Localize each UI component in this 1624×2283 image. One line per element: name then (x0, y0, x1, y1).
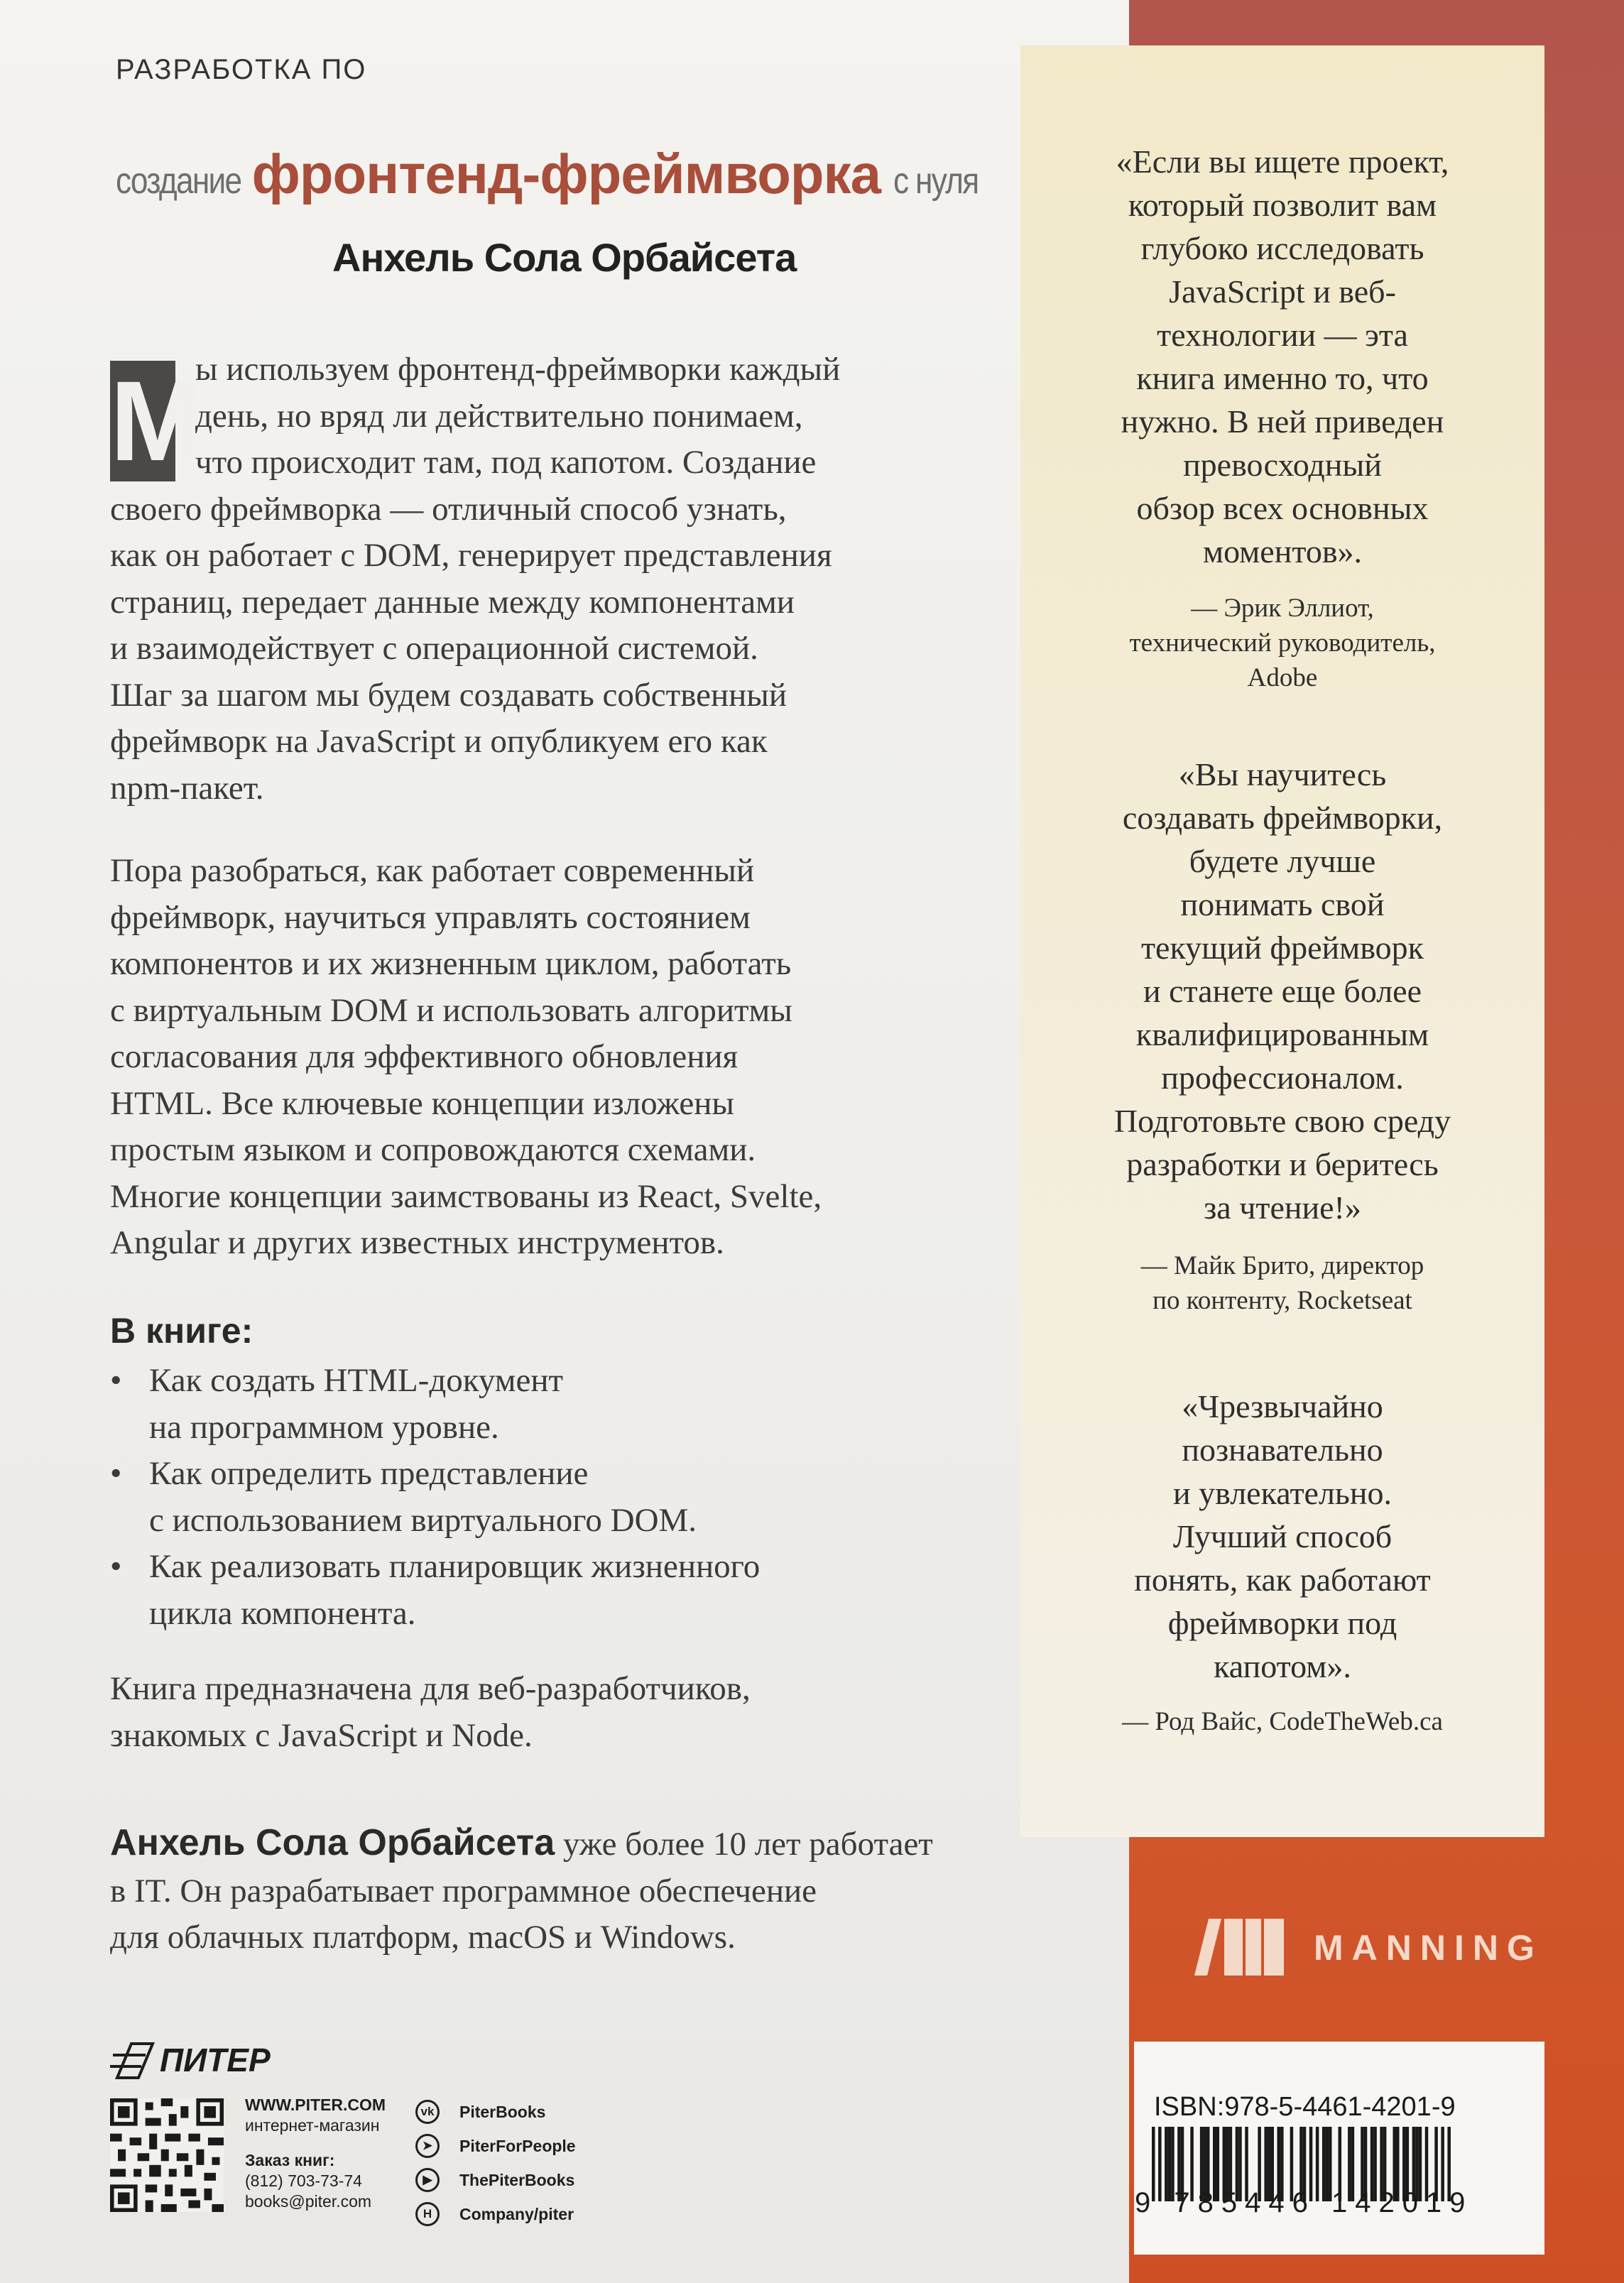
manning-mark-icon (1193, 1919, 1285, 1976)
text-line: для облачных платформ, macOS и Windows. (110, 1919, 736, 1956)
quote-line: квалифицированным (1135, 1016, 1429, 1052)
text-line: HTML. Все ключевые концепции изложены (110, 1084, 734, 1122)
text-line: Многие концепции заимствованы из React, Svelte, (110, 1177, 822, 1215)
piter-socials (415, 2095, 576, 2231)
quote-line: за чтение!» (1204, 1189, 1361, 1226)
quote-2-author (1044, 1248, 1521, 1318)
text-line: простым языком и сопровождаются схемами. (110, 1131, 756, 1168)
quote-line: JavaScript и веб- (1169, 273, 1396, 310)
text-line: день, но вряд ли действительно понимаем, (195, 397, 803, 435)
text-line: как он работает с DOM, генерирует представления (110, 537, 832, 574)
quote-line: моментов». (1202, 533, 1363, 570)
social-label: PiterForPeople (459, 2137, 576, 2155)
title-post: с нуля (893, 160, 979, 202)
text-line: и взаимодействует с операционной системой. (110, 630, 758, 667)
quote-line: Лучший способ (1172, 1518, 1393, 1554)
manning-wordmark: MANNING (1314, 1928, 1543, 1968)
drop-cap: М (110, 357, 205, 484)
text-line: уже более 10 лет работает (555, 1826, 933, 1863)
quote-line: обзор всех основных (1136, 490, 1429, 526)
order-email[interactable]: books@piter.com (245, 2192, 372, 2211)
quote-line: профессионалом. (1161, 1059, 1404, 1096)
text-line: npm-пакет. (110, 769, 264, 807)
quote-2 (1044, 753, 1521, 1229)
text-line: что происходит там, под капотом. Создание (195, 444, 817, 481)
quote-line: текущий фреймворк (1140, 930, 1424, 966)
title-pre: создание (116, 160, 241, 202)
quote-line: разработки и беритесь (1126, 1146, 1439, 1182)
text-line: Книга предназначена для веб-разработчиков, (110, 1670, 751, 1707)
manning-logo (1193, 1919, 1543, 1976)
quote-line: понимать свой (1180, 886, 1385, 922)
quote-line: превосходный (1183, 447, 1382, 483)
social-item[interactable] (415, 2129, 576, 2163)
quote-author-line: технический руководитель, (1129, 628, 1436, 658)
bullet-item (110, 1358, 962, 1451)
social-item[interactable] (415, 2197, 576, 2231)
quote-line: капотом». (1214, 1648, 1351, 1684)
audience-paragraph (110, 1666, 962, 1759)
author-name: Анхель Сола Орбайсета (332, 235, 797, 280)
text-line: компонентов и их жизненным циклом, работать (110, 945, 792, 982)
social-label: PiterBooks (459, 2103, 546, 2121)
social-label: ThePiterBooks (459, 2171, 575, 2189)
text-line: • Как определить представление (149, 1455, 589, 1492)
order-phone: (812) 703-73-74 (245, 2172, 362, 2190)
piter-contacts (245, 2095, 386, 2212)
bio-author-name: Анхель Сола Орбайсета (110, 1822, 555, 1863)
quote-line: Подготовьте свою среду (1113, 1103, 1451, 1139)
text-line: Пора разобраться, как работает современный (110, 852, 755, 889)
bullet-list (110, 1358, 962, 1637)
quote-line: создавать фреймворки, (1122, 800, 1443, 836)
text-line: знакомых с JavaScript и Node. (110, 1716, 533, 1754)
title-main: фронтенд-фреймворка (251, 143, 881, 205)
quote-line: «Вы научитесь (1178, 756, 1387, 792)
quote-line: нужно. В ней приведен (1121, 403, 1444, 440)
quote-3 (1044, 1385, 1521, 1688)
vk-icon: vk (415, 2100, 440, 2124)
in-book-heading: В книге: (110, 1311, 254, 1351)
order-label: Заказ книг: (245, 2151, 335, 2169)
text-line: с использованием виртуального DOM. (149, 1501, 697, 1539)
text-line: своего фреймворка — отличный способ узнать, (110, 490, 787, 528)
quote-line: книга именно то, что (1136, 360, 1429, 396)
quote-line: познавательно (1182, 1432, 1383, 1468)
quote-1-author (1044, 591, 1521, 695)
telegram-icon: ➤ (415, 2134, 440, 2158)
text-line: Шаг за шагом мы будем создавать собственный (110, 676, 788, 714)
quote-author-line: Adobe (1247, 663, 1318, 692)
text-line: страниц, передает данные между компонентами (110, 583, 795, 621)
text-line: на программном уровне. (149, 1408, 499, 1446)
qr-code (110, 2098, 224, 2212)
quote-line: и станете еще более (1143, 973, 1422, 1009)
barcode-digits: 9 785446 142019 (1135, 2187, 1473, 2218)
intro-paragraph (110, 347, 962, 812)
bullet-item (110, 1544, 962, 1637)
quote-line: и увлекательно. (1172, 1475, 1393, 1511)
isbn: ISBN:978-5-4461-4201-9 (1154, 2092, 1456, 2122)
text-line: в IT. Он разрабатывает программное обеспечение (110, 1872, 817, 1909)
text-line: • Как создать HTML-документ (149, 1362, 564, 1399)
quote-author-line: — Майк Брито, директор (1140, 1251, 1424, 1280)
quote-3-author (1044, 1704, 1521, 1739)
piter-site-note: интернет-магазин (245, 2116, 380, 2135)
book-title (116, 142, 993, 207)
text-line: цикла компонента. (149, 1594, 416, 1632)
quote-1 (1044, 140, 1521, 573)
bullet-item (110, 1451, 962, 1544)
text-line: Angular и других известных инструментов. (110, 1224, 724, 1261)
habr-icon: H (415, 2202, 440, 2226)
quote-line: глубоко исследовать (1140, 230, 1424, 266)
piter-wordmark: ПИТЕР (160, 2042, 271, 2078)
text-line: согласования для эффективного обновления (110, 1038, 739, 1075)
second-paragraph (110, 848, 962, 1267)
quote-line: технологии — эта (1157, 317, 1408, 353)
author-bio (110, 1820, 976, 1961)
text-line: фреймворк, научиться управлять состоянием (110, 898, 751, 936)
text-line: ы используем фронтенд-фреймворки каждый (195, 351, 841, 388)
piter-site[interactable]: WWW.PITER.COM (245, 2096, 386, 2114)
text-line: • Как реализовать планировщик жизненного (149, 1548, 761, 1585)
quote-line: фреймворки под (1167, 1605, 1397, 1641)
quote-line: будете лучше (1189, 843, 1376, 879)
quote-line: «Чрезвычайно (1182, 1388, 1383, 1424)
social-item[interactable] (415, 2095, 576, 2129)
series-label: РАЗРАБОТКА ПО (116, 54, 367, 85)
quote-author-line: — Род Вайс, CodeTheWeb.ca (1122, 1707, 1443, 1736)
quote-author-line: по контенту, Rocketseat (1152, 1286, 1412, 1315)
play-icon: ▶ (415, 2168, 440, 2192)
quote-line: понять, как работают (1134, 1562, 1431, 1598)
text-line: с виртуальным DOM и использовать алгоритмы (110, 991, 792, 1029)
quote-line: «Если вы ищете проект, (1116, 143, 1449, 180)
quote-author-line: — Эрик Эллиот, (1191, 594, 1374, 623)
quote-line: который позволит вам (1128, 187, 1437, 223)
piter-mark-icon (110, 2042, 157, 2079)
text-line: фреймворк на JavaScript и опубликуем его как (110, 723, 768, 760)
social-item[interactable] (415, 2163, 576, 2197)
social-label: Company/piter (459, 2205, 574, 2223)
